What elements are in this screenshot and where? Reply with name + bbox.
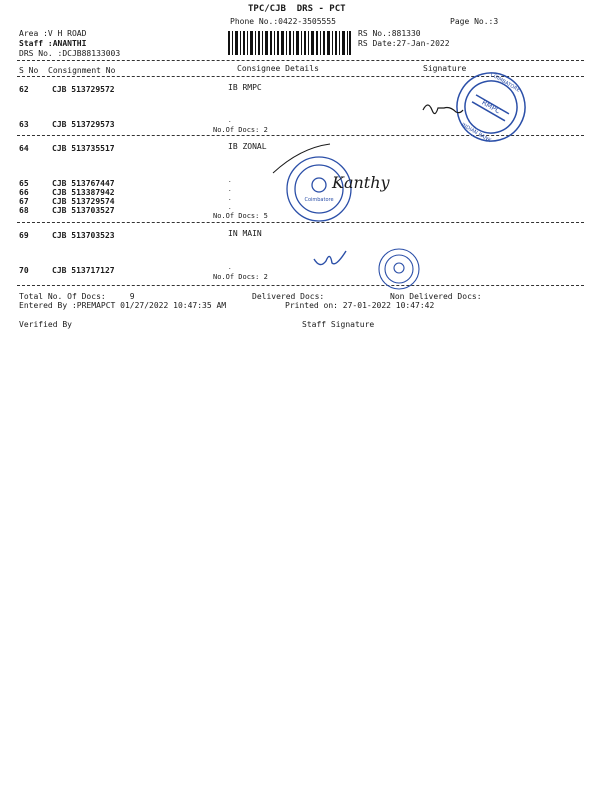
row-sno: 62 [19,85,29,94]
col-consignment: Consignment No [48,66,116,75]
docs-count: No.Of Docs: 2 [213,126,268,134]
consignee-name: IN MAIN [228,229,262,238]
dot-mark: . [228,186,232,193]
row-sno: 63 [19,120,29,129]
dot-mark: . [228,204,232,211]
dot-mark: . [228,117,232,124]
row-consignment: CJB 513717127 [52,266,115,275]
rs-date: RS Date:27-Jan-2022 [358,39,450,48]
drs-number: DRS No. :DCJB88133003 [19,49,121,58]
docs-count: No.Of Docs: 2 [213,273,268,281]
barcode [228,31,352,55]
staff-field: Staff :ANANTHI [19,39,87,48]
footer-divider [17,285,584,286]
page-number: Page No.:3 [450,17,499,26]
col-signature: Signature [423,64,467,73]
row-consignment: CJB 513729572 [52,85,115,94]
phone-number: Phone No.:0422-3505555 [230,17,336,26]
consignee-name: IB ZONAL [228,142,267,151]
total-docs: Total No. Of Docs: 9 [19,292,135,301]
document-title: TPC/CJB DRS - PCT [248,4,346,14]
col-consignee: Consignee Details [237,64,319,73]
handwritten-name-icon [270,140,400,200]
row-consignment: CJB 513735517 [52,144,115,153]
row-sno: 66 [19,188,29,197]
dot-mark: . [228,264,232,271]
staff-signature: Staff Signature [302,320,375,329]
row-consignment: CJB 513387942 [52,188,115,197]
row-sno: 64 [19,144,29,153]
row-consignment: CJB 513767447 [52,179,115,188]
row-sno: 65 [19,179,29,188]
svg-text:COIMBATORE: COIMBATORE [489,71,521,94]
row-consignment: CJB 513703523 [52,231,115,240]
row-consignment: CJB 513729573 [52,120,115,129]
row-sno: 67 [19,197,29,206]
main-stamp [376,246,422,292]
header-divider-top [17,60,584,61]
svg-text:RMPC: RMPC [480,98,502,116]
svg-text:INDIAN BANK: INDIAN BANK [460,122,492,144]
dot-mark: . [228,177,232,184]
signature-check [310,245,350,271]
non-delivered-docs: Non Delivered Docs: [390,292,482,301]
printed-on: Printed on: 27-01-2022 10:47:42 [285,301,435,310]
consignee-name: IB RMPC [228,83,262,92]
verified-by: Verified By [19,320,72,329]
col-sno: S No [19,66,39,75]
delivered-docs: Delivered Docs: [252,292,325,301]
row-consignment: CJB 513703527 [52,206,115,215]
signature-scribble [420,98,465,122]
row-sno: 68 [19,206,29,215]
area-field: Area :V H ROAD [19,29,87,38]
rs-number: RS No.:881330 [358,29,421,38]
dot-mark: . [228,195,232,202]
entered-by: Entered By :PREMAPCT 01/27/2022 10:47:35 AM [19,301,227,310]
docs-count: No.Of Docs: 5 [213,212,268,220]
row-sno: 70 [19,266,29,275]
row-sno: 69 [19,231,29,240]
svg-text:Coimbatore: Coimbatore [304,197,334,203]
handwritten-name: Kanthy [332,173,390,192]
row-consignment: CJB 513729574 [52,197,115,206]
